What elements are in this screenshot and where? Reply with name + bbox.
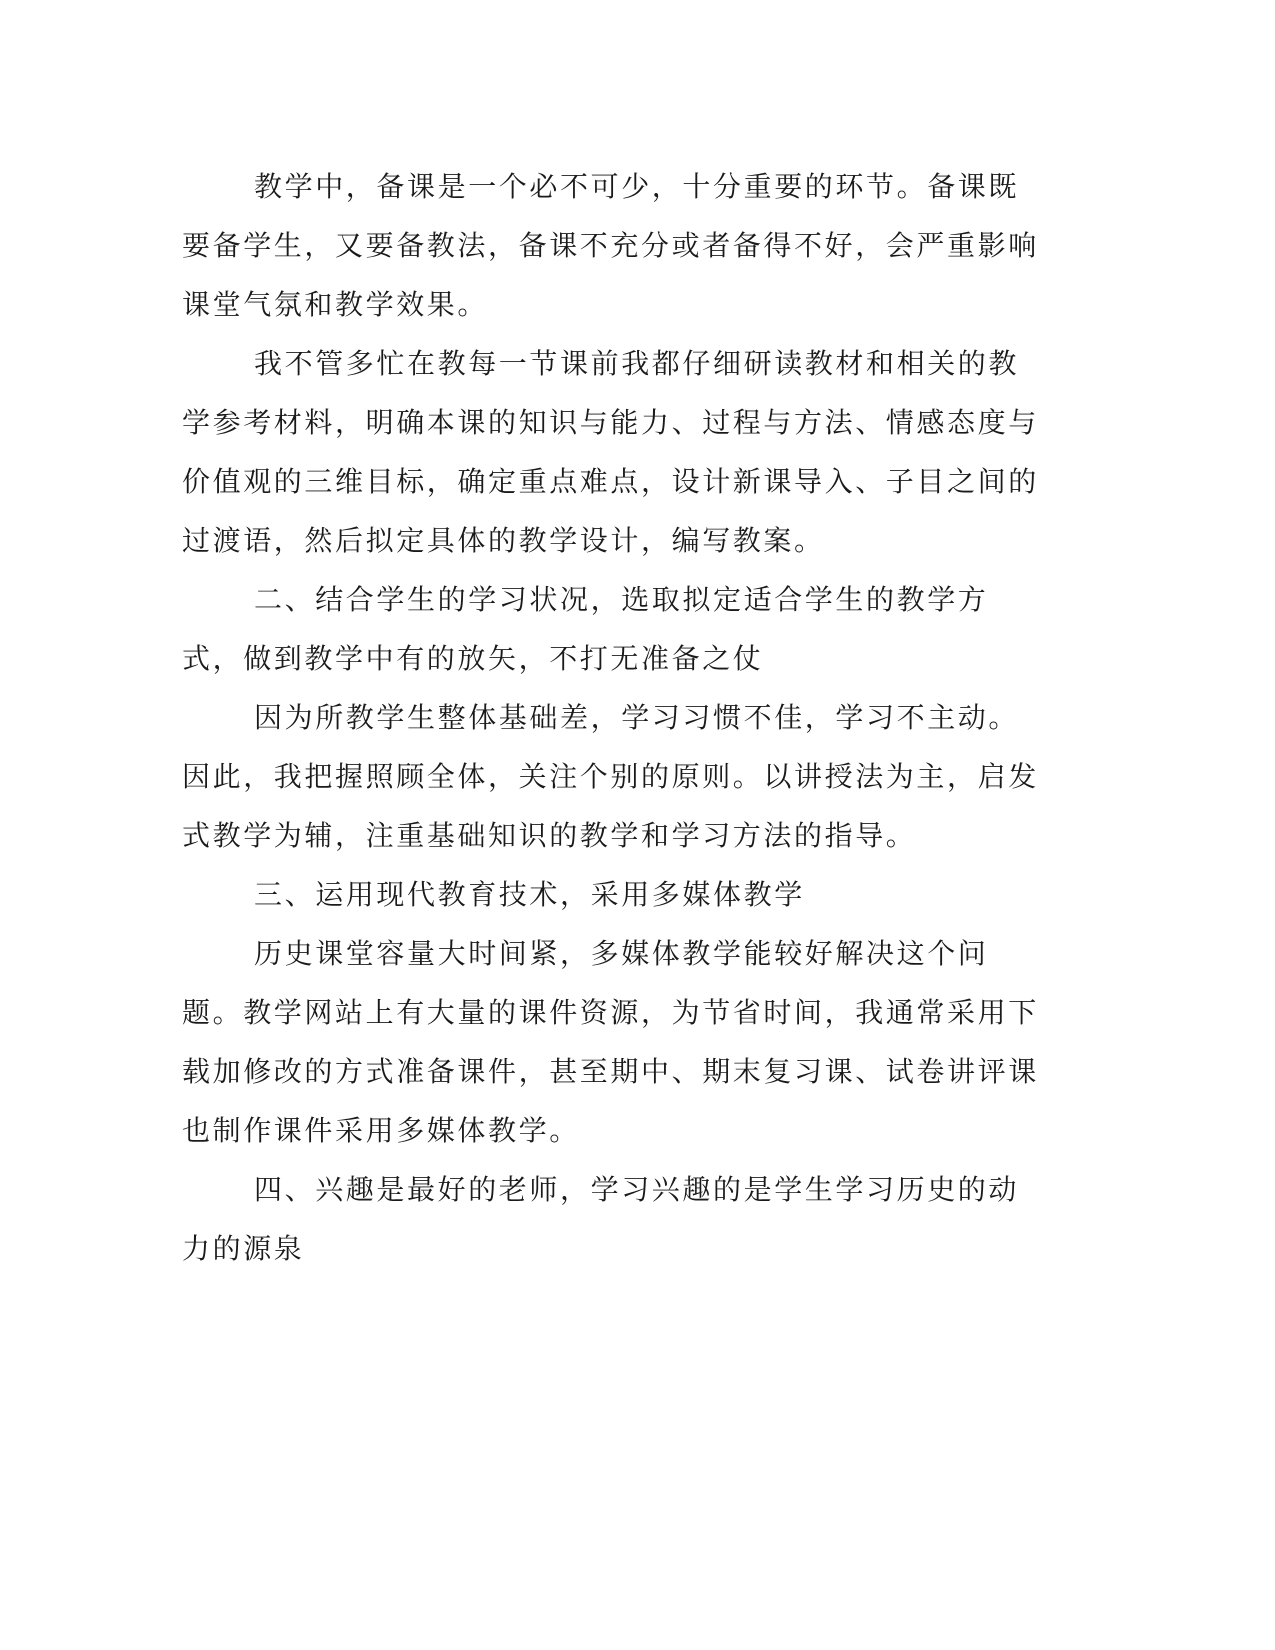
paragraph-multimedia: 历史课堂容量大时间紧，多媒体教学能较好解决这个问题。教学网站上有大量的课件资源，为节省时间，我通常采用下载加修改的方式准备课件，甚至期中、期末复习课、试卷讲评课也制作课件采用多媒体教学。 — [182, 937, 1039, 1147]
paragraph-teaching-method: 因为所教学生整体基础差，学习习惯不佳，学习不主动。因此，我把握照顾全体，关注个别的原则。以讲授法为主，启发式教学为辅，注重基础知识的教学和学习方法的指导。 — [182, 701, 1039, 852]
heading-section-four: 四、兴趣是最好的老师，学习兴趣的是学生学习历史的动力的源泉 — [182, 1173, 1020, 1265]
heading-section-three: 三、运用现代教育技术，采用多媒体教学 — [254, 878, 805, 911]
document-body — [182, 157, 1042, 1278]
paragraph-study-materials: 我不管多忙在教每一节课前我都仔细研读教材和相关的教学参考材料，明确本课的知识与能力、过程与方法、情感态度与价值观的三维目标，确定重点难点，设计新课导入、子目之间的过渡语，然后拟定具体的教学设计，编写教案。 — [182, 347, 1039, 557]
paragraph-lesson-preparation: 教学中，备课是一个必不可少，十分重要的环节。备课既要备学生，又要备教法，备课不充分或者备得不好，会严重影响课堂气氛和教学效果。 — [182, 170, 1039, 321]
heading-section-two: 二、结合学生的学习状况，选取拟定适合学生的教学方式，做到教学中有的放矢，不打无准备之仗 — [182, 583, 989, 675]
